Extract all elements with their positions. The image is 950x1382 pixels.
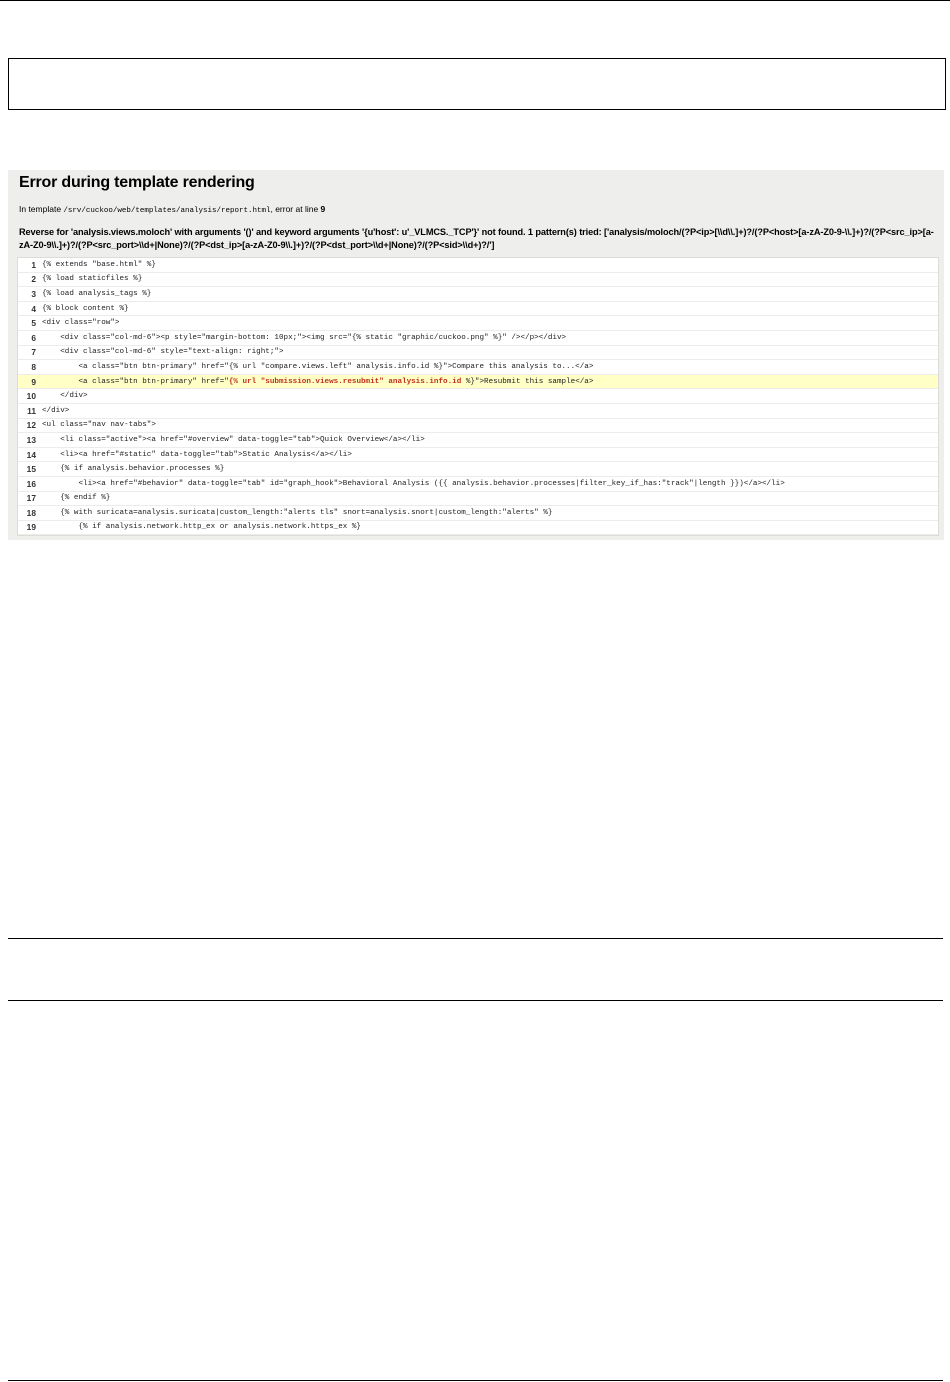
code-line (18, 331, 938, 346)
error-highlight: {% url "submission.views.resubmit" analysis.info.id (228, 377, 462, 386)
line-number: 7 (31, 347, 36, 358)
error-message: Reverse for 'analysis.views.moloch' with arguments '()' and keyword arguments '{u'host': u'_VLMCS._TCP'}' not found. 1 pattern(s) tried: ['analysis/moloch/(?P<ip>[\\d\\.]+)?/(?P<host>[a-zA-Z0-9-\\.]+)?/(?P<src_ip>[a-zA-Z0-9\\.]+)?/(?P<src_port>\\d+|None)?/(?P<dst_ip>[a-zA-Z0-9\\.]+)?/(?P<dst_port>\\d+|None)?/(?P<sid>\\d+)?/'] (19, 227, 934, 250)
line-number: 14 (26, 449, 36, 460)
code-line (18, 477, 938, 492)
top-rule (0, 0, 950, 1)
line-text: {% if analysis.network.http_ex or analysis.network.https_ex %} (42, 523, 361, 532)
code-line (18, 404, 938, 419)
line-text: <li><a href="#static" data-toggle="tab">Static Analysis</a></li> (42, 450, 352, 459)
line-number: 13 (26, 434, 36, 445)
mid-rule-1 (8, 938, 943, 939)
line-text: <li><a href="#behavior" data-toggle="tab" id="graph_hook">Behavioral Analysis ({{ analysis.behavior.processes|filter_key_if_has:"track"|length }})</a></li> (42, 479, 785, 488)
line-text: {% extends "base.html" %} (42, 260, 156, 269)
error-title: Error during template rendering (19, 174, 255, 191)
line-text: <a class="btn btn-primary" href="{% url "compare.views.left" analysis.info.id %}">Compare this analysis to...</a> (42, 362, 594, 371)
code-line (18, 360, 938, 375)
line-text: <div class="col-md-6" style="text-align: right;"> (42, 348, 284, 357)
code-line (18, 258, 938, 273)
line-number: 12 (26, 420, 36, 431)
line-number: 15 (26, 464, 36, 475)
line-number: 5 (31, 318, 36, 329)
mid-rule-2 (8, 1000, 943, 1001)
line-number: 8 (31, 361, 36, 372)
line-text: </div> (42, 392, 88, 401)
line-text: <li class="active"><a href="#overview" data-toggle="tab">Quick Overview</a></li> (42, 435, 425, 444)
template-path: /srv/cuckoo/web/templates/analysis/report.html (63, 207, 271, 215)
line-number: 9 (31, 376, 36, 387)
code-line (18, 419, 938, 434)
line-number: 10 (26, 391, 36, 402)
header-box (8, 58, 946, 110)
line-number: 4 (31, 303, 36, 314)
code-line (18, 302, 938, 317)
line-text: </div> (42, 406, 70, 415)
line-number: 19 (26, 522, 36, 533)
code-line (18, 273, 938, 288)
code-line (18, 506, 938, 521)
code-line (18, 316, 938, 331)
code-line (18, 462, 938, 477)
line-text: <ul class="nav nav-tabs"> (42, 421, 156, 430)
code-line (18, 492, 938, 507)
line-number: 1 (31, 259, 36, 270)
template-prefix: In template (19, 204, 64, 214)
line-number: 16 (26, 478, 36, 489)
error-template-info (19, 204, 325, 215)
code-line (18, 448, 938, 463)
code-line (18, 346, 938, 361)
line-number: 3 (31, 288, 36, 299)
code-listing (17, 257, 939, 536)
line-text: <div class="col-md-6"><p style="margin-bottom: 10px;"><img src="{% static "graphic/cuckoo.png" %}" /></p></div> (42, 333, 567, 342)
line-text: {% block content %} (42, 304, 129, 313)
code-line (18, 521, 938, 536)
error-panel (8, 170, 944, 540)
line-number: 17 (26, 493, 36, 504)
line-text: {% endif %} (42, 494, 111, 503)
line-text: <a class="btn btn-primary" href="{% url "submission.views.resubmit" analysis.info.id %}">Resubmit this sample</a> (42, 377, 594, 386)
line-number: 18 (26, 507, 36, 518)
line-text: <div class="row"> (42, 319, 120, 328)
line-text: {% if analysis.behavior.processes %} (42, 465, 225, 474)
code-line (18, 433, 938, 448)
line-text: {% with suricata=analysis.suricata|custom_length:"alerts tls" snort=analysis.snort|custom_length:"alerts" %} (42, 508, 553, 517)
line-number: 11 (27, 405, 36, 416)
error-line-number: 9 (320, 204, 326, 214)
line-number: 2 (31, 274, 36, 285)
bottom-rule (8, 1380, 943, 1381)
line-text: {% load staticfiles %} (42, 275, 143, 284)
code-line (18, 375, 938, 390)
code-line (18, 287, 938, 302)
code-line (18, 389, 938, 404)
line-number: 6 (31, 332, 36, 343)
error-at-label: , error at line (270, 204, 321, 214)
line-text: {% load analysis_tags %} (42, 289, 152, 298)
